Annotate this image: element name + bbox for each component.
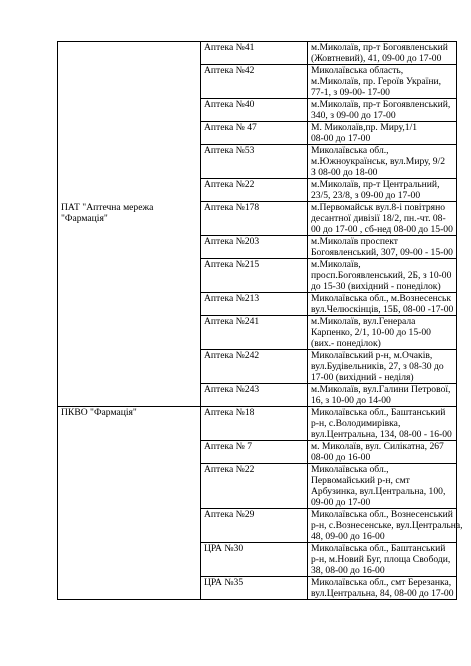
pharmacy-address bbox=[308, 179, 457, 202]
pharmacy-address bbox=[308, 577, 457, 600]
pharmacy-address bbox=[308, 441, 457, 464]
pharmacy-address bbox=[308, 259, 457, 293]
address-line: Миколаївська обл., Баштанський bbox=[311, 543, 446, 554]
organization-name: ПКВО "Фармація" bbox=[61, 407, 137, 418]
pharmacy-address bbox=[308, 543, 457, 577]
address-line: 48, 09-00 до 16-00 bbox=[311, 531, 385, 542]
address-line: Миколаївська область, bbox=[311, 65, 404, 76]
address-line: м.Миколаїв, пр-т Центральний, bbox=[311, 179, 440, 190]
pharmacy-name: Аптека №22 bbox=[201, 464, 308, 509]
table-row bbox=[58, 407, 457, 441]
address-line: (вих.- понеділок) bbox=[311, 338, 381, 349]
pharmacy-table bbox=[57, 41, 463, 600]
pharmacy-name: Аптека № 47 bbox=[201, 122, 308, 145]
address-line: Миколаївська обл., Баштанський bbox=[311, 407, 446, 418]
address-line: 08-00 до 17-00 bbox=[311, 133, 371, 144]
address-line: просп.Богоявленський, 2Б, з 10-00 bbox=[311, 270, 452, 281]
address-line: вул.Центральна, 134, 08-00 - 16-00 bbox=[311, 429, 452, 440]
address-line: р-н, с.Вознесенське, вул.Центральна, bbox=[311, 520, 463, 531]
pharmacy-table-body bbox=[58, 42, 463, 600]
address-line: Миколаївський р-н, м.Очаків, bbox=[311, 350, 433, 361]
address-line: 23/5, 23/8, з 09-00 до 17-00 bbox=[311, 190, 421, 201]
address-line: м.Южноукраїнськ, вул.Миру, 9/2 bbox=[311, 156, 446, 167]
address-line: (Жовтневий), 41, 09-00 до 17-00 bbox=[311, 53, 442, 64]
pharmacy-name: Аптека №29 bbox=[201, 509, 308, 543]
address-line: З 08-00 до 18-00 bbox=[311, 167, 378, 178]
pharmacy-address bbox=[308, 145, 457, 179]
pharmacy-address bbox=[308, 384, 457, 407]
pharmacy-address bbox=[308, 202, 457, 236]
pharmacy-address bbox=[308, 42, 457, 65]
address-line: вул.Центральна, 84, 08-00 до 17-00 bbox=[311, 588, 454, 599]
pharmacy-name: ЦРА №35 bbox=[201, 577, 308, 600]
address-line: 340, з 09-00 до 17-00 bbox=[311, 110, 396, 121]
address-line: м.Миколаїв, вул.Галини Петрової, bbox=[311, 384, 451, 395]
pharmacy-name: Аптека №241 bbox=[201, 316, 308, 350]
pharmacy-address bbox=[308, 407, 457, 441]
address-line: 00 до 17-00 , сб-нед 08-00 до 15-00 bbox=[311, 224, 453, 235]
address-line: р-н, с.Володимирівка, bbox=[311, 418, 401, 429]
pharmacy-address bbox=[308, 316, 457, 350]
organization-cell bbox=[58, 407, 201, 600]
organization-name: ПАТ "Аптечна мережа "Фармація" bbox=[61, 202, 154, 224]
pharmacy-name: Аптека №18 bbox=[201, 407, 308, 441]
address-line: Арбузинка, вул.Центральна, 100, bbox=[311, 486, 446, 497]
address-line: Миколаївська обл., bbox=[311, 464, 389, 475]
address-line: м.Миколаїв, пр-т Богоявленський bbox=[311, 42, 448, 53]
address-line: 38, 08-00 до 16-00 bbox=[311, 565, 385, 576]
pharmacy-address bbox=[308, 236, 457, 259]
pharmacy-name: Аптека №213 bbox=[201, 293, 308, 316]
address-line: м.Первомайськ вул.8-і повітряно bbox=[311, 202, 446, 213]
pharmacy-name: Аптека №243 bbox=[201, 384, 308, 407]
pharmacy-name: Аптека № 7 bbox=[201, 441, 308, 464]
address-line: р-н, м.Новий Буг, площа Свободи, bbox=[311, 554, 451, 565]
address-line: Карпенко, 2/1, 10-00 до 15-00 bbox=[311, 327, 431, 338]
address-line: Миколаївська обл., Вознесенський bbox=[311, 509, 453, 520]
address-line: Богоявленський, 307, 09-00 - 15-00 bbox=[311, 247, 453, 258]
pharmacy-name: Аптека №40 bbox=[201, 99, 308, 122]
address-line: 77-1, з 09-00- 17-00 bbox=[311, 87, 390, 98]
pharmacy-name: Аптека №22 bbox=[201, 179, 308, 202]
address-line: 08-00 до 16-00 bbox=[311, 452, 371, 463]
address-line: Миколаївська обл., смт Березанка, bbox=[311, 577, 452, 588]
pharmacy-address bbox=[308, 509, 463, 543]
pharmacy-address bbox=[308, 99, 457, 122]
address-line: Миколаївська обл., bbox=[311, 145, 389, 156]
pharmacy-address bbox=[308, 293, 457, 316]
address-line: вул.Будівельників, 27, з 08-30 до bbox=[311, 361, 444, 372]
address-line: м.Миколаїв проспект bbox=[311, 236, 398, 247]
pharmacy-address bbox=[308, 464, 457, 509]
pharmacy-address bbox=[308, 122, 457, 145]
pharmacy-name: Аптека №42 bbox=[201, 65, 308, 99]
address-line: м.Миколаїв, пр. Героїв України, bbox=[311, 76, 442, 87]
table-row bbox=[58, 42, 457, 65]
address-line: до 15-30 (вихідний - понеділок) bbox=[311, 281, 441, 292]
address-line: м. Миколаїв, вул. Силікатна, 267 bbox=[311, 441, 444, 452]
pharmacy-address bbox=[308, 65, 457, 99]
address-line: десантної дивізії 18/2, пн.-чт. 08- bbox=[311, 213, 446, 224]
pharmacy-name: Аптека №203 bbox=[201, 236, 308, 259]
address-line: Первомайський р-н, смт bbox=[311, 475, 410, 486]
pharmacy-name: Аптека №215 bbox=[201, 259, 308, 293]
pharmacy-name: Аптека №178 bbox=[201, 202, 308, 236]
address-line: 16, з 10-00 до 14-00 bbox=[311, 395, 391, 406]
address-line: м.Миколаїв, вул.Генерала bbox=[311, 316, 416, 327]
address-line: вул.Челюскінців, 15Б, 08-00 -17-00 bbox=[311, 304, 454, 315]
address-line: м.Миколаїв, bbox=[311, 259, 361, 270]
address-line: 09-00 до 17-00 bbox=[311, 497, 371, 508]
address-line: М. Миколаїв,пр. Миру,1/1 bbox=[311, 122, 418, 133]
address-line: м.Миколаїв, пр-т Богоявленський, bbox=[311, 99, 451, 110]
address-line: 17-00 (вихідний - неділя) bbox=[311, 372, 414, 383]
pharmacy-address bbox=[308, 350, 457, 384]
address-line: Миколаївська обл., м.Вознесенськ bbox=[311, 293, 452, 304]
pharmacy-name: Аптека №242 bbox=[201, 350, 308, 384]
pharmacy-name: Аптека №41 bbox=[201, 42, 308, 65]
organization-cell bbox=[58, 42, 201, 407]
pharmacy-name: Аптека №53 bbox=[201, 145, 308, 179]
pharmacy-name: ЦРА №30 bbox=[201, 543, 308, 577]
